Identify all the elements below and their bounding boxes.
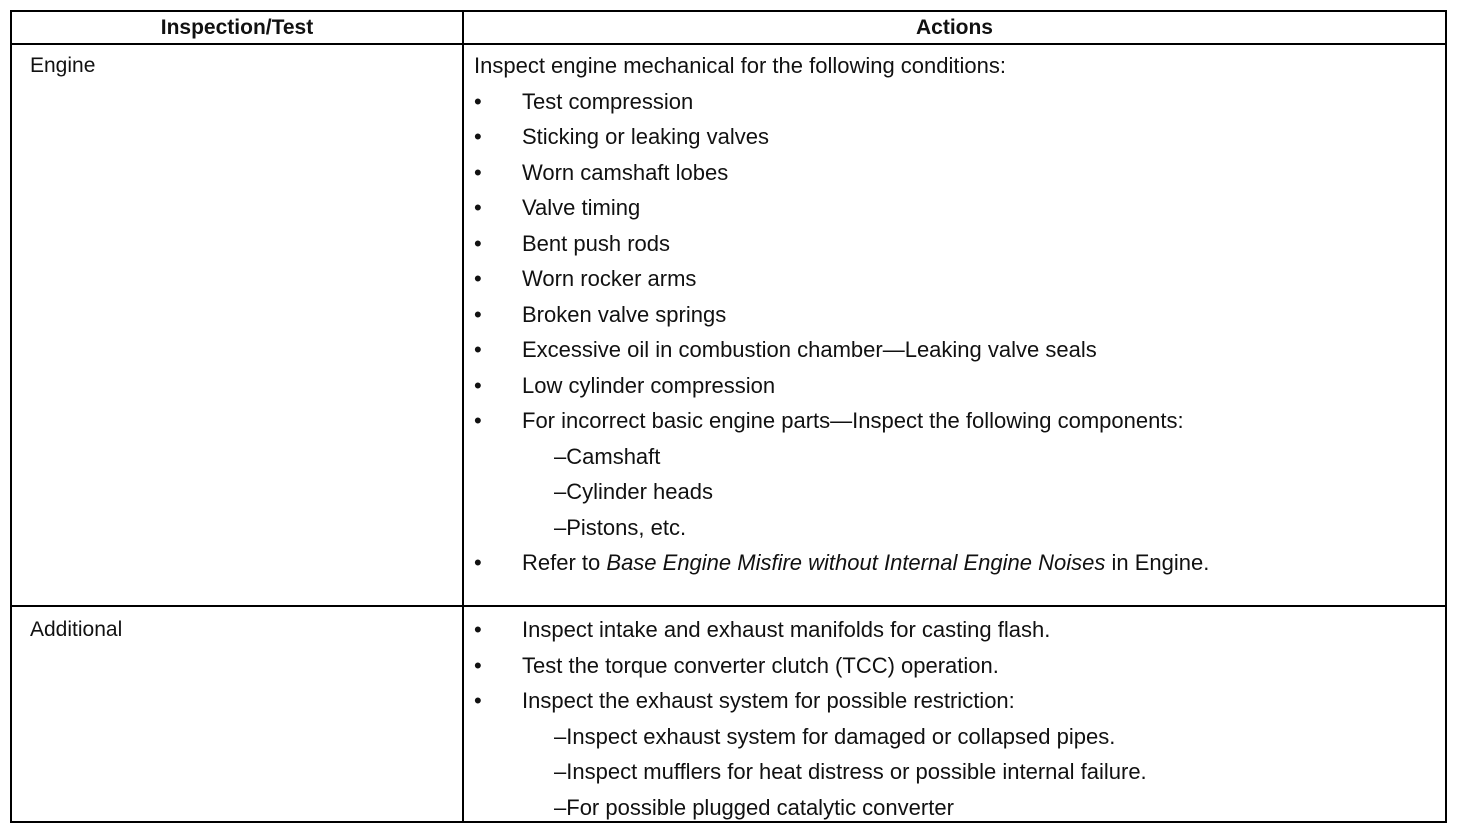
list-item: • Inspect the exhaust system for possible restriction: (474, 683, 1147, 719)
header-divider (12, 43, 1445, 45)
list-item: • Worn camshaft lobes (474, 155, 1209, 191)
engine-intro: Inspect engine mechanical for the following conditions: (474, 53, 1006, 78)
refer-item (474, 545, 1209, 581)
list-item: • Broken valve springs (474, 297, 1209, 333)
list-item: • Worn rocker arms (474, 261, 1209, 297)
list-item: • Low cylinder compression (474, 368, 1209, 404)
row-label-engine: Engine (30, 54, 96, 77)
sub-list-item: – Cylinder heads (474, 474, 1209, 510)
sub-list-item: – Camshaft (474, 439, 1209, 475)
inspection-table (10, 10, 1447, 823)
column-divider (462, 12, 464, 821)
refer-prefix: Refer to (522, 550, 601, 575)
sub-list-item: – Inspect exhaust system for damaged or collapsed pipes. (474, 719, 1147, 755)
sub-list-item: – Inspect mufflers for heat distress or possible internal failure. (474, 754, 1147, 790)
row-divider (12, 605, 1445, 607)
list-item: • Valve timing (474, 190, 1209, 226)
list-item: • Sticking or leaking valves (474, 119, 1209, 155)
list-item: • Bent push rods (474, 226, 1209, 262)
refer-suffix: in Engine. (1111, 550, 1210, 575)
header-actions: Actions (915, 16, 993, 39)
sub-list-item: – For possible plugged catalytic converter (474, 790, 1147, 826)
refer-title: Base Engine Misfire without Internal Engine Noises (606, 550, 1106, 575)
list-item: • Test the torque converter clutch (TCC) operation. (474, 648, 1147, 684)
list-item: • Excessive oil in combustion chamber—Leaking valve seals (474, 332, 1209, 368)
header-inspection-test: Inspection/Test (160, 16, 314, 39)
engine-actions (474, 48, 1209, 581)
sub-list-item: – Pistons, etc. (474, 510, 1209, 546)
list-item: • Inspect intake and exhaust manifolds for casting flash. (474, 612, 1147, 648)
list-item: • Test compression (474, 84, 1209, 120)
row-label-additional: Additional (30, 618, 123, 641)
additional-actions (474, 612, 1147, 825)
list-item: • For incorrect basic engine parts—Inspect the following components: (474, 403, 1209, 439)
